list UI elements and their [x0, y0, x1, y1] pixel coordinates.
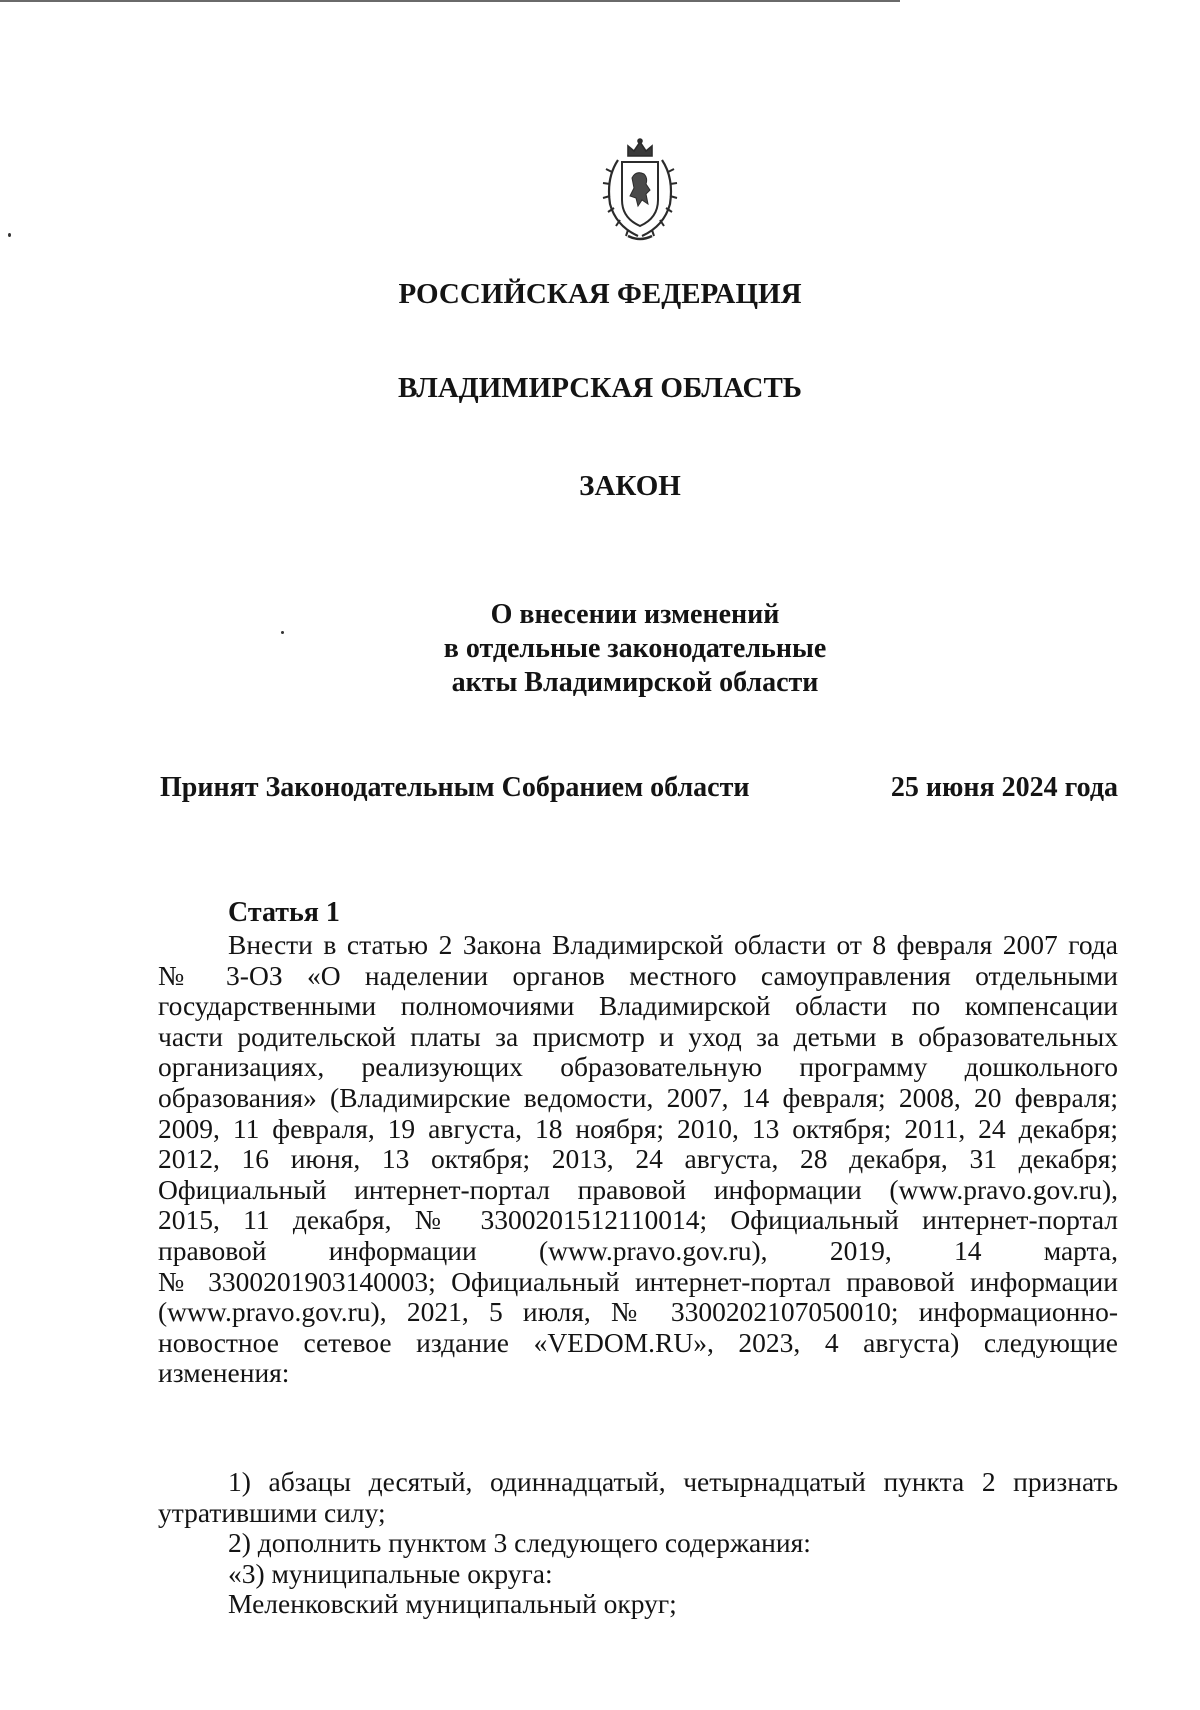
text-line: № 3-ОЗ «О наделении органов местного самоуправления отдельными [158, 959, 1118, 991]
scan-top-edge [0, 0, 900, 2]
text-line: 2009, 11 февраля, 19 августа, 18 ноября; 2010, 13 октября; 2011, 24 декабря; [158, 1112, 1118, 1144]
item-1-line: утратившими силу; [158, 1496, 386, 1528]
law-title-line: О внесении изменений [490, 599, 780, 630]
article-paragraph [158, 930, 1118, 1389]
text-line: образования» (Владимирские ведомости, 2007, 14 февраля; 2008, 20 февраля; [158, 1081, 1118, 1113]
item-1-line: 1) абзацы десятый, одиннадцатый, четырнадцатый пункта 2 признать [228, 1466, 1118, 1497]
document-type-heading: ЗАКОН [579, 470, 681, 502]
text-line: государственными полномочиями Владимирской области по компенсации [158, 990, 1118, 1022]
text-line: 2015, 11 декабря, № 3300201512110014; Официальный интернет-портал [158, 1204, 1118, 1236]
text-line: 2012, 16 июня, 13 октября; 2013, 24 августа, 28 декабря, 31 декабря; [158, 1143, 1118, 1175]
text-line: новостное сетевое издание «VEDOM.RU», 2023, 4 августа) следующие [158, 1326, 1118, 1358]
text-line: № 3300201903140003; Официальный интернет-портал правовой информации [158, 1265, 1118, 1297]
text-line: Официальный интернет-портал правовой информации (www.pravo.gov.ru), [158, 1173, 1118, 1205]
text-line: (www.pravo.gov.ru), 2021, 5 июля, № 3300202107050010; информационно- [158, 1296, 1118, 1328]
quoted-item-3: «3) муниципальные округа: [228, 1557, 553, 1589]
district-item: Меленковский муниципальный округ; [228, 1588, 677, 1620]
federation-heading: РОССИЙСКАЯ ФЕДЕРАЦИЯ [398, 278, 802, 310]
law-title-line: в отдельные законодательные [443, 633, 827, 664]
text-line: Внести в статью 2 Закона Владимирской области от 8 февраля 2007 года [228, 929, 1118, 960]
adoption-date: 25 июня 2024 года [890, 772, 1118, 803]
text-line: части родительской платы за присмотр и уход за детьми в образовательных [158, 1020, 1118, 1052]
scan-speck [281, 631, 284, 634]
text-line: правовой информации (www.pravo.gov.ru), 2019, 14 марта, [158, 1234, 1118, 1266]
scan-speck [8, 233, 11, 237]
law-title-line: акты Владимирской области [451, 667, 819, 698]
adopted-by: Принят Законодательным Собранием области [160, 772, 750, 803]
coat-of-arms-icon [598, 138, 682, 244]
text-line: организациях, реализующих образовательную программу дошкольного [158, 1051, 1118, 1083]
text-line: изменения: [158, 1357, 290, 1389]
article-heading: Статья 1 [228, 897, 340, 928]
item-2: 2) дополнить пунктом 3 следующего содержания: [228, 1527, 811, 1559]
law-title [430, 598, 840, 700]
region-heading: ВЛАДИМИРСКАЯ ОБЛАСТЬ [398, 372, 802, 404]
amendment-list [158, 1467, 1118, 1620]
